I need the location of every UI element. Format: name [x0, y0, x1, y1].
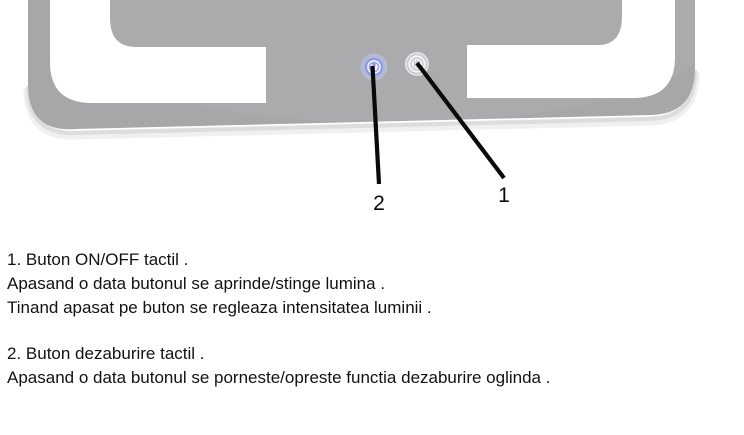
instruction-2-line-1: Apasand o data butonul se porneste/opreste functia dezaburire oglinda .	[7, 368, 551, 387]
instruction-2-title: 2. Buton dezaburire tactil .	[7, 344, 205, 363]
callout-label-1: 1	[498, 184, 510, 207]
instruction-item-1	[7, 248, 727, 320]
instruction-1-title: 1. Buton ON/OFF tactil .	[7, 250, 189, 269]
instruction-item-2	[7, 342, 727, 390]
instruction-1-line-2: Tinand apasat pe buton se regleaza intensitatea luminii .	[7, 298, 432, 317]
instruction-text	[7, 248, 727, 390]
instruction-1-line-1: Apasand o data butonul se aprinde/stinge lumina .	[7, 274, 386, 293]
callout-label-2: 2	[373, 192, 385, 215]
